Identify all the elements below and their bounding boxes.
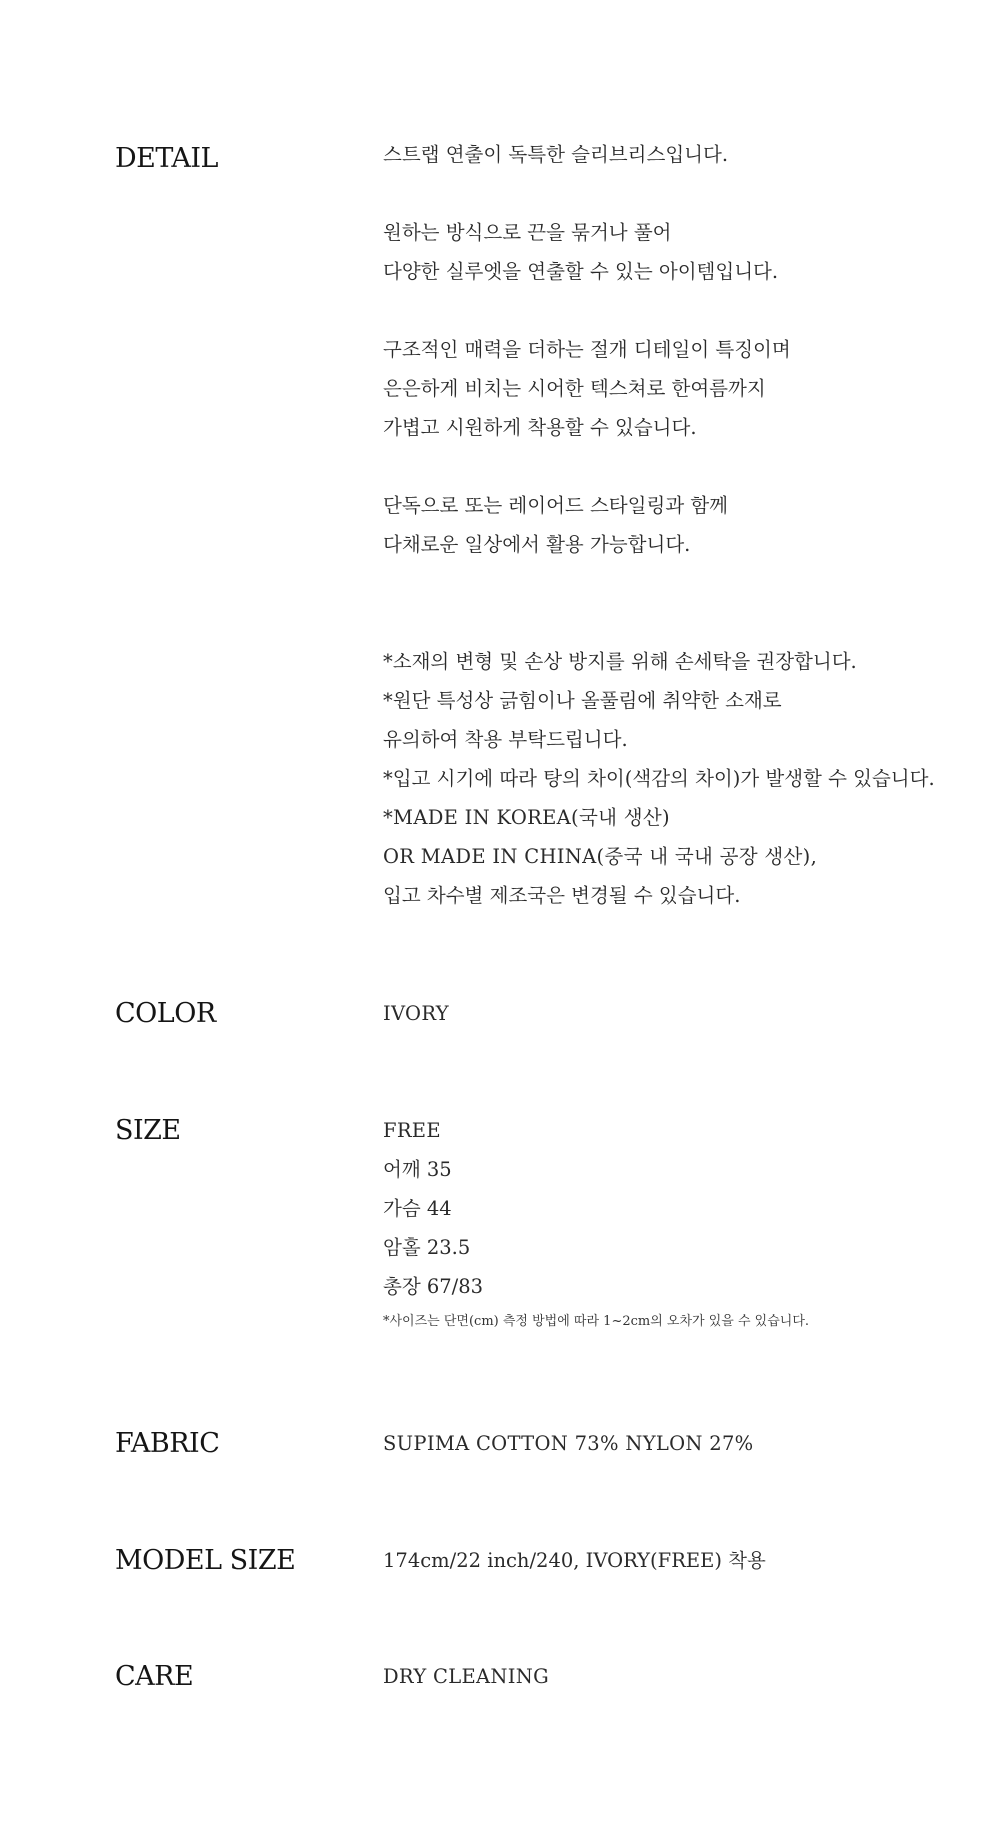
size-line: 가슴 44	[383, 1197, 452, 1220]
size-label: SIZE	[115, 1115, 181, 1146]
size-line: FREE	[383, 1119, 441, 1142]
detail-line: 입고 차수별 제조국은 변경될 수 있습니다.	[383, 884, 741, 907]
detail-line: 단독으로 또는 레이어드 스타일링과 함께	[383, 494, 729, 517]
detail-line: *소재의 변형 및 손상 방지를 위해 손세탁을 권장합니다.	[383, 650, 857, 673]
care-label: CARE	[115, 1661, 194, 1692]
fabric-label: FABRIC	[115, 1428, 220, 1459]
care-value: DRY CLEANING	[383, 1665, 549, 1688]
detail-line: 가볍고 시원하게 착용할 수 있습니다.	[383, 416, 697, 439]
detail-line	[383, 564, 935, 603]
detail-label: DETAIL	[115, 143, 218, 174]
size-line: 어깨 35	[383, 1158, 452, 1181]
size-line: 총장 67/83	[383, 1275, 484, 1298]
detail-content	[383, 135, 935, 915]
color-value: IVORY	[383, 1002, 449, 1025]
size-content	[383, 1111, 809, 1340]
model-size-label: MODEL SIZE	[115, 1545, 296, 1576]
model-size-value: 174cm/22 inch/240, IVORY(FREE) 착용	[383, 1549, 766, 1572]
detail-line: 구조적인 매력을 더하는 절개 디테일이 특징이며	[383, 338, 791, 361]
detail-line: 다채로운 일상에서 활용 가능합니다.	[383, 533, 691, 556]
detail-line	[383, 603, 935, 642]
color-label: COLOR	[115, 998, 216, 1029]
detail-line	[383, 447, 935, 486]
detail-line: *입고 시기에 따라 탕의 차이(색감의 차이)가 발생할 수 있습니다.	[383, 767, 935, 790]
detail-line: 원하는 방식으로 끈을 묶거나 풀어	[383, 221, 672, 244]
detail-line: *원단 특성상 긁힘이나 올풀림에 취약한 소재로	[383, 689, 782, 712]
detail-line: *MADE IN KOREA(국내 생산)	[383, 806, 670, 829]
detail-line: 다양한 실루엣을 연출할 수 있는 아이템입니다.	[383, 260, 779, 283]
fabric-value: SUPIMA COTTON 73% NYLON 27%	[383, 1432, 754, 1455]
detail-line	[383, 174, 935, 213]
detail-line: 스트랩 연출이 독특한 슬리브리스입니다.	[383, 143, 729, 166]
detail-line	[383, 291, 935, 330]
size-note: *사이즈는 단면(cm) 측정 방법에 따라 1~2cm의 오차가 있을 수 있습니다.	[383, 1314, 810, 1329]
detail-line: 유의하여 착용 부탁드립니다.	[383, 728, 628, 751]
detail-line: 은은하게 비치는 시어한 텍스쳐로 한여름까지	[383, 377, 766, 400]
size-line: 암홀 23.5	[383, 1236, 471, 1259]
detail-line: OR MADE IN CHINA(중국 내 국내 공장 생산),	[383, 845, 818, 868]
